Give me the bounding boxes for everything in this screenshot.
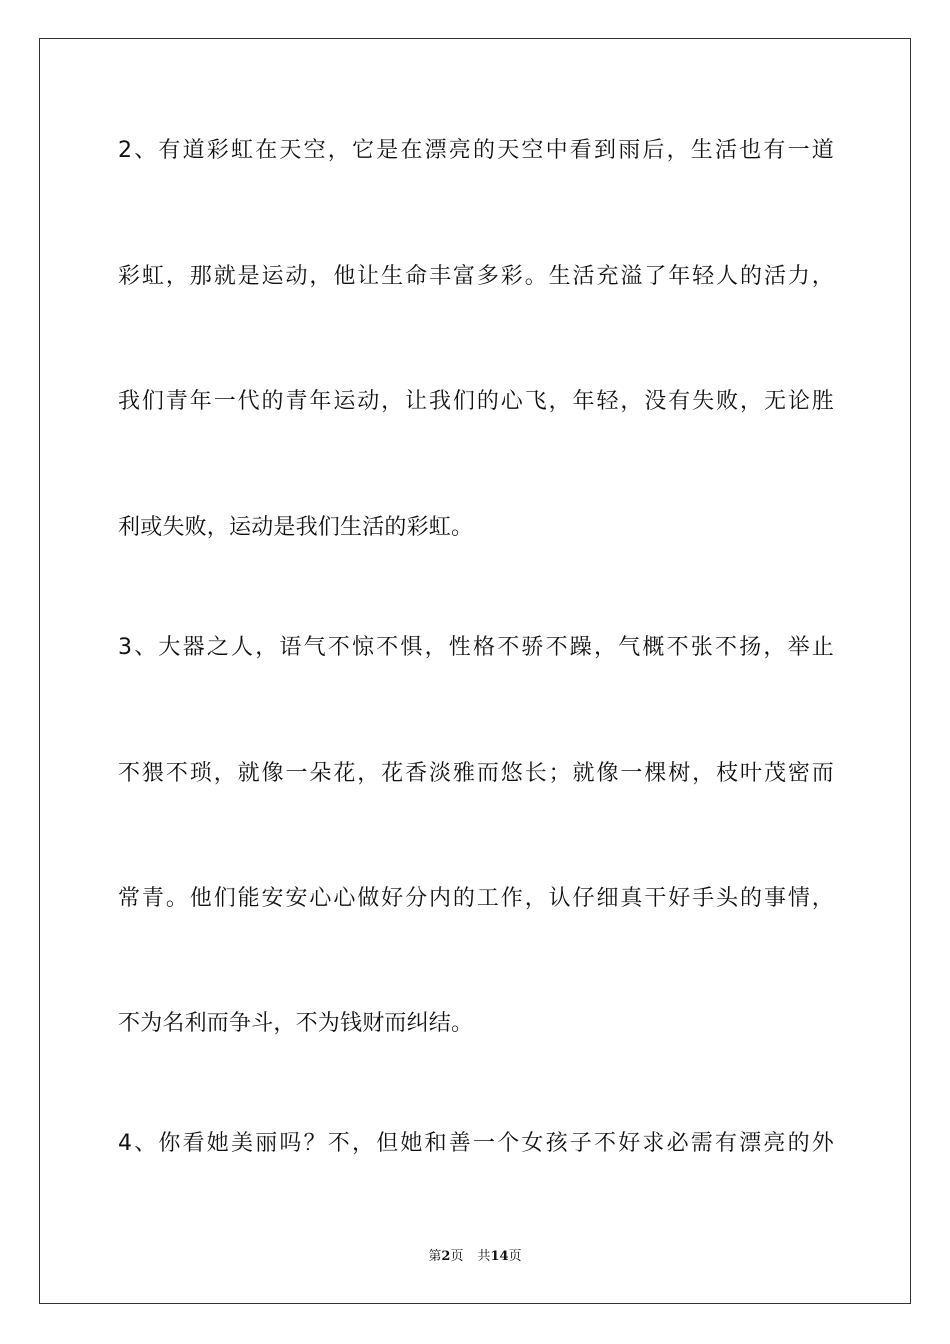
text-line-4: 利或失败，运动是我们生活的彩虹。 [118,515,474,540]
text-line-9: 4、你看她美丽吗？不，但她和善一个女孩子不好求必需有漂亮的外 [118,1131,834,1156]
page-frame [39,38,911,1304]
text-line-5: 3、大器之人，语气不惊不惧，性格不骄不躁，气概不张不扬，举止 [118,635,834,660]
text-line-6: 不猥不琐，就像一朵花，花香淡雅而悠长；就像一棵树，枝叶茂密而 [118,761,834,786]
page-number: 2 [441,1249,451,1264]
text-line-7: 常青。他们能安安心心做好分内的工作，认仔细真干好手头的事情， [118,886,834,911]
text-line-2: 彩虹，那就是运动，他让生命丰富多彩。生活充溢了年轻人的活力， [118,264,834,289]
total-suffix: 页 [508,1249,522,1264]
page-prefix: 第 [428,1249,442,1264]
text-line-1: 2、有道彩虹在天空，它是在漂亮的天空中看到雨后，生活也有一道 [118,138,834,163]
text-line-8: 不为名利而争斗，不为钱财而纠结。 [118,1011,474,1036]
page-suffix: 页 [450,1249,464,1264]
total-pages: 14 [490,1249,509,1264]
total-prefix: 共 [477,1249,491,1264]
text-line-3: 我们青年一代的青年运动，让我们的心飞，年轻，没有失败，无论胜 [118,389,834,414]
page-footer [0,1248,950,1266]
